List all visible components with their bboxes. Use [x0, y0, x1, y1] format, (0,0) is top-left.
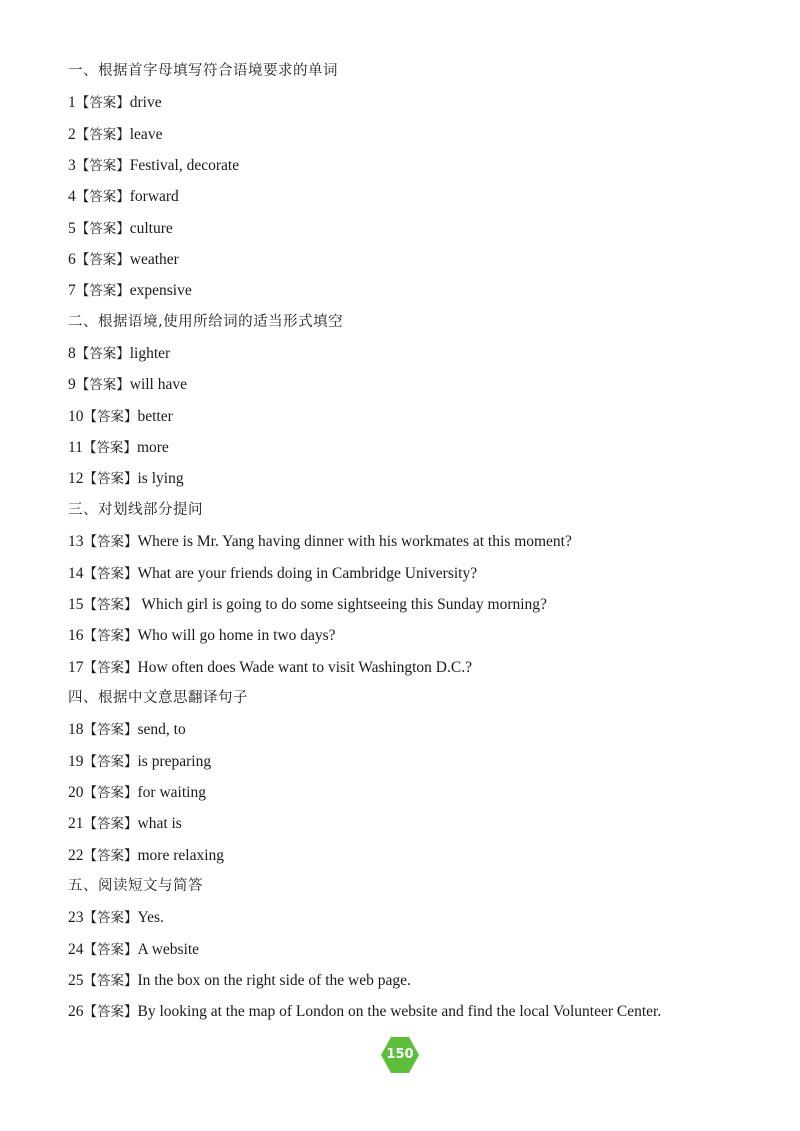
answer-line [68, 965, 768, 996]
question-number: 24 [68, 940, 84, 958]
answer-tag: 【答案】 [75, 283, 130, 300]
answer-tag: 【答案】 [83, 910, 138, 927]
answer-text: what is [137, 815, 182, 833]
question-number: 14 [68, 564, 84, 582]
answer-line [68, 119, 768, 150]
question-number: 7 [68, 282, 76, 300]
answer-tag: 【答案】 [83, 816, 138, 833]
page-number-badge [380, 1036, 420, 1074]
answer-tag: 【答案】 [83, 972, 138, 989]
answer-tag: 【答案】 [83, 753, 138, 770]
answer-text: send, to [137, 721, 186, 739]
answer-text: forward [129, 188, 179, 206]
question-number: 8 [68, 345, 76, 363]
answer-line [68, 589, 768, 620]
question-number: 26 [68, 1003, 84, 1021]
answer-tag: 【答案】 [75, 252, 130, 269]
answer-tag: 【答案】 [82, 440, 137, 457]
answer-tag: 【答案】 [83, 722, 138, 739]
answer-text: weather [129, 251, 179, 269]
answer-text: drive [129, 94, 162, 112]
question-number: 5 [68, 219, 76, 237]
answer-line [68, 338, 768, 369]
answer-key [68, 56, 768, 1028]
answer-text: In the box on the right side of the web page. [137, 971, 411, 989]
answer-line [68, 808, 768, 839]
answer-text: lighter [129, 345, 171, 363]
answer-text: Festival, decorate [129, 157, 240, 175]
answer-tag: 【答案】 [83, 565, 138, 582]
answer-tag: 【答案】 [83, 628, 138, 645]
question-number: 17 [68, 658, 84, 676]
answer-text: is lying [137, 470, 184, 488]
answer-text: A website [137, 940, 200, 958]
answer-tag: 【答案】 [83, 596, 138, 613]
answer-text: is preparing [137, 752, 212, 770]
answer-tag: 【答案】 [83, 534, 138, 551]
answer-text: more relaxing [137, 846, 225, 864]
answer-line [68, 244, 768, 275]
answer-line [68, 902, 768, 933]
question-number: 16 [68, 627, 84, 645]
section-heading-1: 一、根据首字母填写符合语境要求的单词 [68, 63, 338, 79]
section-heading-5: 五、阅读短文与简答 [68, 877, 203, 894]
page-number: 150 [386, 1047, 414, 1062]
question-number: 11 [68, 439, 83, 457]
answer-tag: 【答案】 [75, 189, 130, 206]
answer-line [68, 714, 768, 745]
question-number: 4 [68, 188, 76, 206]
answer-text: better [137, 407, 173, 425]
answer-text: Who will go home in two days? [137, 627, 336, 645]
section-heading-4: 四、根据中文意思翻译句子 [68, 689, 248, 706]
answer-text: leave [129, 125, 163, 143]
answer-line [68, 558, 768, 589]
question-number: 1 [68, 94, 76, 112]
answer-line [68, 463, 768, 494]
question-number: 2 [68, 125, 76, 143]
answer-tag: 【答案】 [83, 471, 138, 488]
answer-text: Yes. [137, 909, 164, 927]
answer-tag: 【答案】 [83, 659, 138, 676]
question-number: 12 [68, 470, 84, 488]
answer-text: Which girl is going to do some sightseeing this Sunday morning? [137, 595, 547, 613]
section-heading-3: 三、对划线部分提问 [68, 501, 203, 518]
question-number: 10 [68, 407, 84, 425]
question-number: 25 [68, 971, 84, 989]
answer-line [68, 213, 768, 244]
answer-line [68, 777, 768, 808]
question-number: 18 [68, 721, 84, 739]
answer-line [68, 275, 768, 306]
question-number: 22 [68, 846, 84, 864]
answer-text: culture [129, 219, 173, 237]
answer-line [68, 996, 768, 1027]
question-number: 23 [68, 909, 84, 927]
answer-line [68, 150, 768, 181]
answer-tag: 【答案】 [83, 847, 138, 864]
answer-text: Where is Mr. Yang having dinner with his workmates at this moment? [137, 533, 572, 551]
answer-text: By looking at the map of London on the website and find the local Volunteer Center. [137, 1003, 662, 1021]
question-number: 3 [68, 157, 76, 175]
answer-text: more [136, 439, 169, 457]
answer-line [68, 746, 768, 777]
answer-tag: 【答案】 [83, 408, 138, 425]
answer-line [68, 840, 768, 871]
answer-text: expensive [129, 282, 192, 300]
answer-tag: 【答案】 [75, 346, 130, 363]
question-number: 15 [68, 595, 84, 613]
question-number: 9 [68, 376, 76, 394]
answer-text: will have [129, 376, 187, 394]
answer-line [68, 652, 768, 683]
question-number: 13 [68, 533, 84, 551]
question-number: 21 [68, 815, 84, 833]
answer-tag: 【答案】 [75, 126, 130, 143]
answer-line [68, 401, 768, 432]
answer-tag: 【答案】 [75, 95, 130, 112]
answer-text: How often does Wade want to visit Washington D.C.? [137, 658, 472, 676]
answer-tag: 【答案】 [83, 1004, 138, 1021]
answer-tag: 【答案】 [75, 377, 130, 394]
question-number: 6 [68, 251, 76, 269]
answer-tag: 【答案】 [75, 158, 130, 175]
answer-text: What are your friends doing in Cambridge University? [137, 564, 478, 582]
answer-tag: 【答案】 [75, 220, 130, 237]
answer-line [68, 526, 768, 557]
answer-line [68, 934, 768, 965]
answer-line [68, 432, 768, 463]
answer-tag: 【答案】 [83, 941, 138, 958]
answer-line [68, 181, 768, 212]
question-number: 19 [68, 752, 84, 770]
answer-line [68, 87, 768, 118]
answer-line [68, 620, 768, 651]
section-heading-2: 二、根据语境,使用所给词的适当形式填空 [68, 313, 344, 330]
answer-tag: 【答案】 [83, 784, 138, 801]
answer-text: for waiting [137, 783, 206, 801]
answer-line [68, 369, 768, 400]
question-number: 20 [68, 783, 84, 801]
